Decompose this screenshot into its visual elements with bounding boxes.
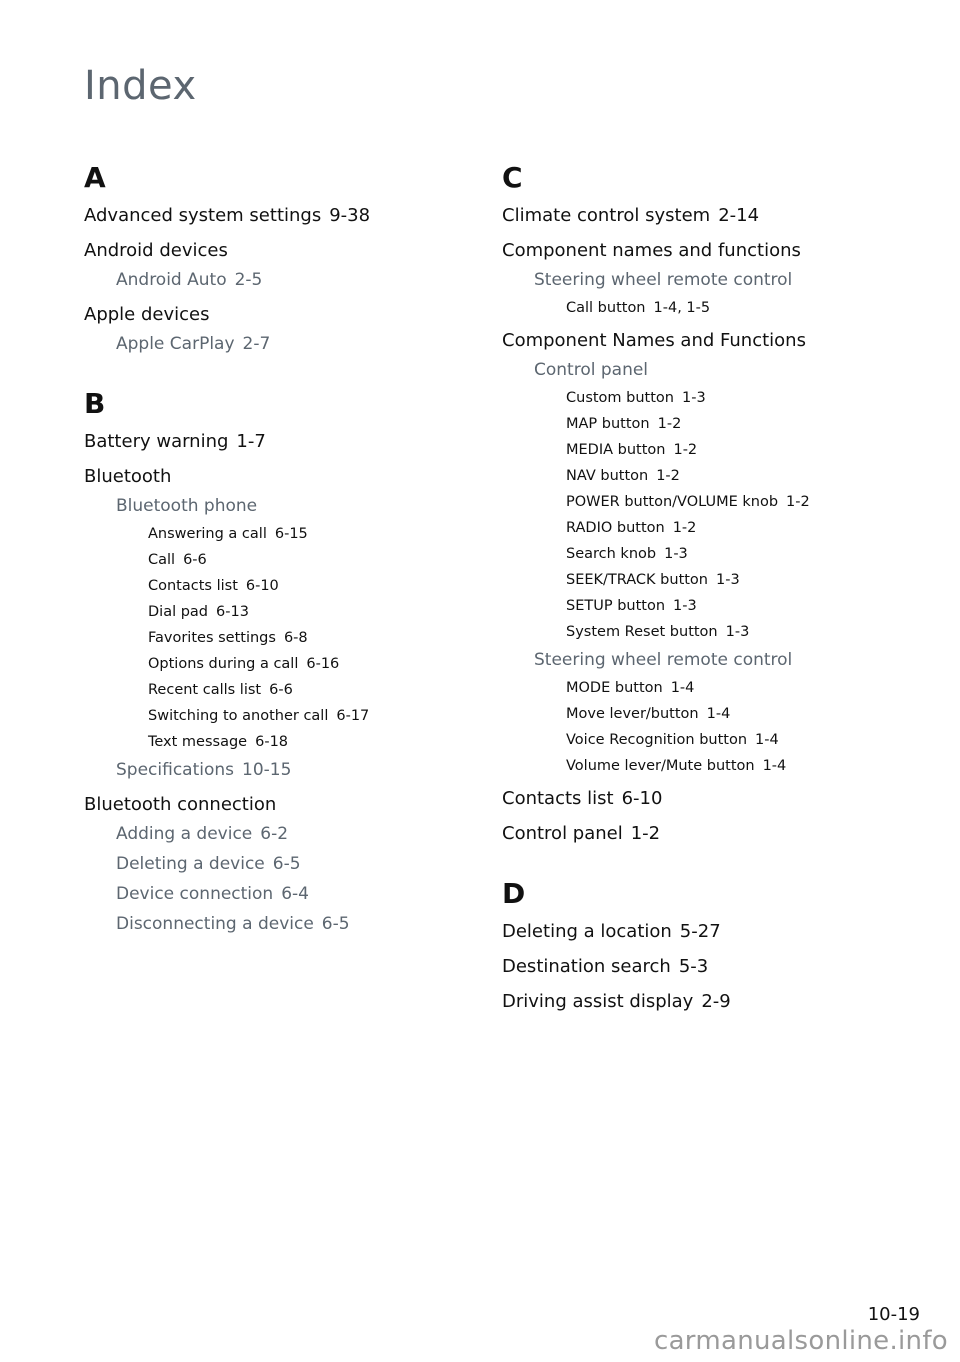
index-entry-page: 1-2 <box>656 468 680 484</box>
index-entry <box>502 920 922 944</box>
index-entry <box>84 654 504 674</box>
index-entry-term: Call button <box>566 300 646 316</box>
index-entry-term: Component names and functions <box>502 240 801 261</box>
index-entry-term: Specifications <box>116 760 235 780</box>
page-number: 10-19 <box>867 1304 920 1325</box>
index-entry <box>502 648 922 672</box>
index-entry-term: Device connection <box>116 884 274 904</box>
index-entry-term: POWER button/VOLUME knob <box>566 494 779 510</box>
index-entry <box>502 570 922 590</box>
index-entry <box>84 204 504 228</box>
index-entry-term: Switching to another call <box>148 708 329 724</box>
index-entry-page: 6-4 <box>281 884 309 904</box>
index-entry <box>502 388 922 408</box>
index-entry <box>84 680 504 700</box>
index-entry-page: 6-16 <box>306 656 340 672</box>
index-entry-term: Climate control system <box>502 205 711 226</box>
index-entry-page: 1-7 <box>236 431 266 452</box>
index-entry-term: RADIO button <box>566 520 665 536</box>
index-entry <box>84 239 504 263</box>
index-entry-page: 1-2 <box>630 823 661 844</box>
index-entry <box>502 678 922 698</box>
index-entry-page: 1-3 <box>682 390 706 406</box>
index-column-left <box>84 160 504 936</box>
index-column-right <box>502 160 922 1014</box>
index-entry-page: 6-2 <box>260 824 289 844</box>
index-entry-term: System Reset button <box>566 624 718 640</box>
index-entry <box>84 732 504 752</box>
index-entry <box>84 912 504 936</box>
index-entry-term: Bluetooth phone <box>116 496 258 516</box>
index-entry-term: Component Names and Functions <box>502 330 806 351</box>
index-entry <box>84 793 504 817</box>
index-entry-term: Steering wheel remote control <box>534 650 793 670</box>
index-entry-term: Bluetooth <box>84 466 172 487</box>
index-entry <box>84 268 504 292</box>
index-entry-term: Android Auto <box>116 270 227 290</box>
index-entry-term: Destination search <box>502 956 671 977</box>
index-entry <box>84 758 504 782</box>
index-entry-page: 6-5 <box>272 854 301 874</box>
index-entry <box>502 518 922 538</box>
index-entry <box>502 622 922 642</box>
index-entry <box>84 576 504 596</box>
index-entry-page: 6-15 <box>274 526 308 542</box>
index-entry <box>84 852 504 876</box>
index-entry <box>502 204 922 228</box>
index-entry-page: 6-18 <box>255 734 289 750</box>
index-entry-page: 2-5 <box>234 270 263 290</box>
index-entry-term: NAV button <box>566 468 649 484</box>
index-entry <box>502 268 922 292</box>
index-entry-page: 6-8 <box>283 630 308 646</box>
index-entry-term: Steering wheel remote control <box>534 270 793 290</box>
index-entry-term: Control panel <box>534 360 649 380</box>
index-entry-page: 1-4 <box>670 680 695 696</box>
index-entry-term: Bluetooth connection <box>84 794 277 815</box>
index-entry-page: 6-6 <box>183 552 207 568</box>
page-title: Index <box>84 63 197 109</box>
index-entry <box>84 465 504 489</box>
index-entry <box>502 730 922 750</box>
index-entry-page: 6-10 <box>245 578 279 594</box>
index-entry-page: 1-4 <box>706 706 731 722</box>
index-entry <box>502 298 922 318</box>
index-entry <box>84 602 504 622</box>
index-entry-term: MAP button <box>566 416 650 432</box>
index-entry <box>84 494 504 518</box>
index-entry <box>502 544 922 564</box>
index-entry <box>502 990 922 1014</box>
index-entry-term: Favorites settings <box>148 630 276 646</box>
index-entry-term: Answering a call <box>148 526 267 542</box>
index-entry-term: Deleting a device <box>116 854 265 874</box>
index-entry <box>502 704 922 724</box>
index-entry <box>84 822 504 846</box>
index-entry-page: 6-5 <box>321 914 350 934</box>
index-entry <box>84 332 504 356</box>
index-entry <box>502 440 922 460</box>
index-entry-term: SETUP button <box>566 598 666 614</box>
index-entry-term: Call <box>148 552 176 568</box>
index-entry-term: Advanced system settings <box>84 205 322 226</box>
index-entry-page: 9-38 <box>329 205 371 226</box>
index-entry <box>502 414 922 434</box>
index-entry-term: Apple CarPlay <box>116 334 235 354</box>
index-entry-page: 5-27 <box>679 921 721 942</box>
index-entry-term: Adding a device <box>116 824 253 844</box>
index-entry-page: 1-4 <box>755 732 779 748</box>
index-entry-term: Apple devices <box>84 304 210 325</box>
index-entry-term: Volume lever/Mute button <box>566 758 755 774</box>
index-entry-page: 6-10 <box>621 788 663 809</box>
index-entry <box>502 492 922 512</box>
index-entry <box>502 466 922 486</box>
index-entry-term: Recent calls list <box>148 682 262 698</box>
section-letter: A <box>84 161 106 194</box>
index-entry <box>84 524 504 544</box>
index-entry <box>502 239 922 263</box>
index-entry-term: Dial pad <box>148 604 209 620</box>
index-entry-page: 1-4, 1-5 <box>653 300 711 316</box>
watermark: carmanualsonline.info <box>653 1326 948 1356</box>
index-entry-term: Custom button <box>566 390 674 406</box>
index-entry-term: Driving assist display <box>502 991 694 1012</box>
index-entry-page: 10-15 <box>242 760 292 780</box>
index-entry <box>502 756 922 776</box>
index-entry-term: Deleting a location <box>502 921 672 942</box>
index-entry-page: 6-13 <box>216 604 249 620</box>
index-entry <box>84 882 504 906</box>
index-entry-page: 5-3 <box>678 956 709 977</box>
index-entry-page: 1-2 <box>786 494 810 510</box>
index-entry-page: 6-6 <box>269 682 293 698</box>
index-entry-page: 1-3 <box>716 572 740 588</box>
index-entry <box>84 550 504 570</box>
index-entry-page: 1-2 <box>657 416 682 432</box>
index-entry <box>502 822 922 846</box>
index-entry-term: Move lever/button <box>566 706 699 722</box>
index-entry-page: 2-7 <box>242 334 271 354</box>
index-entry-page: 6-17 <box>336 708 370 724</box>
index-entry-term: Text message <box>148 734 248 750</box>
section-letter: C <box>502 161 523 194</box>
index-entry-page: 2-14 <box>718 205 760 226</box>
index-entry-term: Android devices <box>84 240 228 261</box>
index-entry-page: 1-2 <box>672 520 697 536</box>
index-entry <box>502 329 922 353</box>
index-entry-term: Battery warning <box>84 431 229 452</box>
index-entry <box>84 628 504 648</box>
index-entry <box>84 303 504 327</box>
index-entry-term: Search knob <box>566 546 657 562</box>
index-entry-term: Disconnecting a device <box>116 914 314 934</box>
index-entry <box>84 430 504 454</box>
index-entry <box>502 955 922 979</box>
index-entry <box>502 787 922 811</box>
section-letter: B <box>84 387 106 420</box>
section-letter: D <box>502 877 526 910</box>
index-entry-page: 1-3 <box>664 546 688 562</box>
index-entry-term: SEEK/TRACK button <box>566 572 708 588</box>
index-entry-term: Voice Recognition button <box>566 732 748 748</box>
index-entry-page: 1-2 <box>673 442 698 458</box>
index-entry-page: 1-4 <box>762 758 787 774</box>
index-entry-term: Contacts list <box>502 788 614 809</box>
index-entry-term: Options during a call <box>148 656 299 672</box>
index-entry-page: 1-3 <box>673 598 697 614</box>
index-entry <box>84 706 504 726</box>
index-entry-term: Control panel <box>502 823 623 844</box>
index-entry-page: 2-9 <box>701 991 731 1012</box>
index-entry <box>502 358 922 382</box>
index-entry <box>502 596 922 616</box>
index-entry-term: MODE button <box>566 680 663 696</box>
index-entry-term: MEDIA button <box>566 442 666 458</box>
index-entry-page: 1-3 <box>725 624 750 640</box>
index-entry-term: Contacts list <box>148 578 238 594</box>
